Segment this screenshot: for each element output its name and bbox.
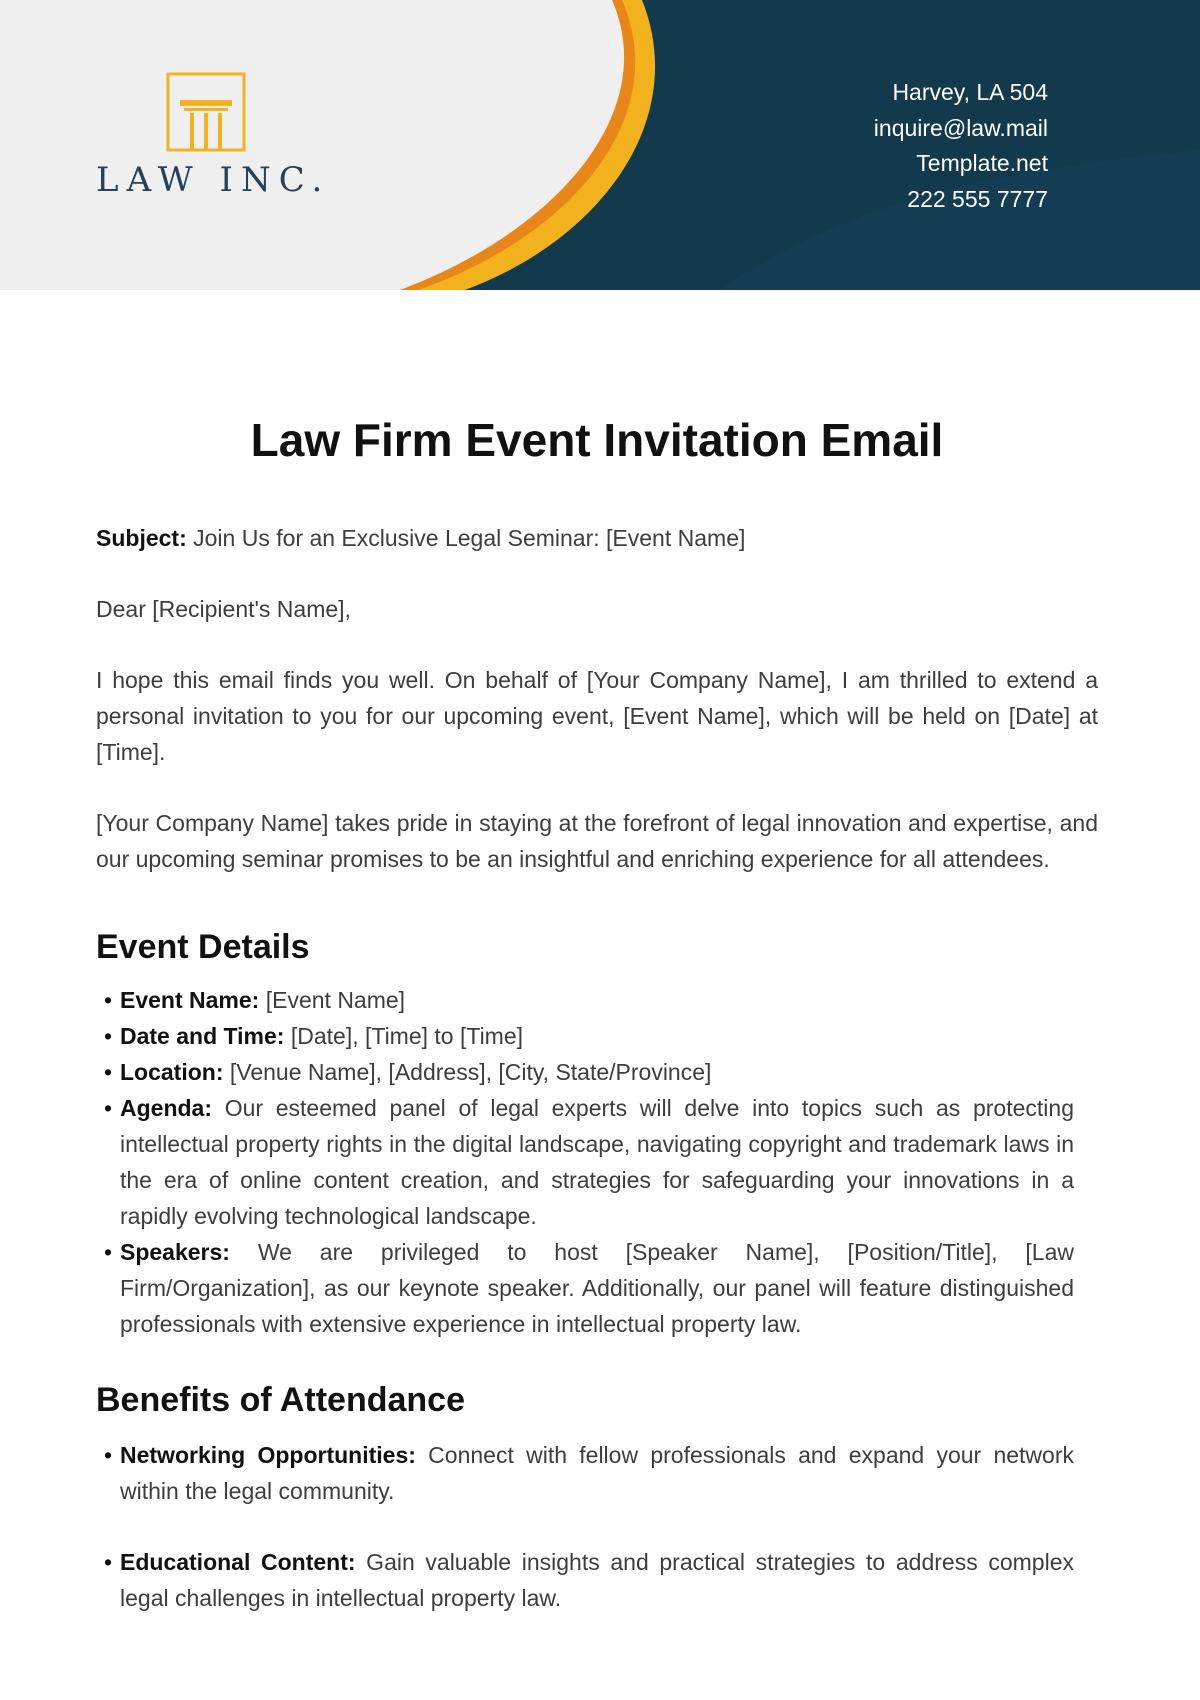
item-label: Speakers: (120, 1239, 230, 1265)
subject-label: Subject: (96, 525, 187, 551)
item-label: Event Name: (120, 987, 260, 1013)
item-text: Our esteemed panel of legal experts will delve into topics such as protecting intellectual property rights in the digital landscape, navigating copyright and trademark laws in the era of online content creation, and strategies for safeguarding your innovations in a rapidly evolving technological landscape. (120, 1095, 1074, 1229)
contact-website[interactable]: Template.net (916, 150, 1048, 176)
contact-email[interactable]: inquire@law.mail (873, 114, 1048, 141)
benefits-list (96, 1437, 1098, 1616)
subject-line (96, 520, 1098, 556)
item-text: Gain valuable insights and practical strategies to address complex legal challenges in intellectual property law. (120, 1549, 1074, 1611)
greeting: Dear [Recipient's Name], (96, 596, 351, 622)
letterhead (0, 0, 1200, 290)
item-label: Educational Content: (120, 1549, 356, 1575)
contact-info (874, 75, 1048, 217)
contact-address: Harvey, LA 504 (892, 79, 1048, 105)
list-item (96, 1018, 1098, 1054)
list-item (96, 1437, 1098, 1509)
pillar-logo-icon (166, 72, 246, 152)
list-item (96, 1234, 1098, 1342)
item-text: [Date], [Time] to [Time] (284, 1023, 524, 1049)
item-text: [Venue Name], [Address], [City, State/Province] (223, 1059, 712, 1085)
item-label: Agenda: (120, 1095, 212, 1121)
item-label: Date and Time: (120, 1023, 285, 1049)
item-text: We are privileged to host [Speaker Name], [Position/Title], [Law Firm/Organization], as our keynote speaker. Additionally, our panel will feature distinguished professionals with extensive experience in intellectual property law. (120, 1239, 1074, 1337)
subject-text: Join Us for an Exclusive Legal Seminar: [Event Name] (186, 525, 746, 551)
benefits-heading: Benefits of Attendance (96, 1381, 466, 1419)
item-text: Connect with fellow professionals and expand your network within the legal community. (120, 1442, 1074, 1504)
list-item (96, 1054, 1098, 1090)
list-item (96, 1544, 1098, 1616)
document-body (96, 405, 1098, 1651)
company-name: LAW INC. (96, 160, 331, 200)
item-label: Networking Opportunities: (120, 1442, 416, 1468)
event-details-heading: Event Details (96, 928, 310, 966)
intro-paragraph: I hope this email finds you well. On behalf of [Your Company Name], I am thrilled to extend a personal invitation to you for our upcoming event, [Event Name], which will be held on [Date] at [Time]. (96, 667, 1098, 765)
event-details-list (96, 982, 1098, 1342)
contact-phone: 222 555 7777 (907, 185, 1048, 212)
item-label: Location: (120, 1059, 224, 1085)
document-title: Law Firm Event Invitation Email (250, 414, 944, 466)
item-text: [Event Name] (259, 987, 406, 1013)
company-paragraph: [Your Company Name] takes pride in staying at the forefront of legal innovation and expertise, and our upcoming seminar promises to be an insightful and enriching experience for all attendees. (96, 810, 1098, 872)
list-item (96, 982, 1098, 1018)
list-item (96, 1090, 1098, 1234)
